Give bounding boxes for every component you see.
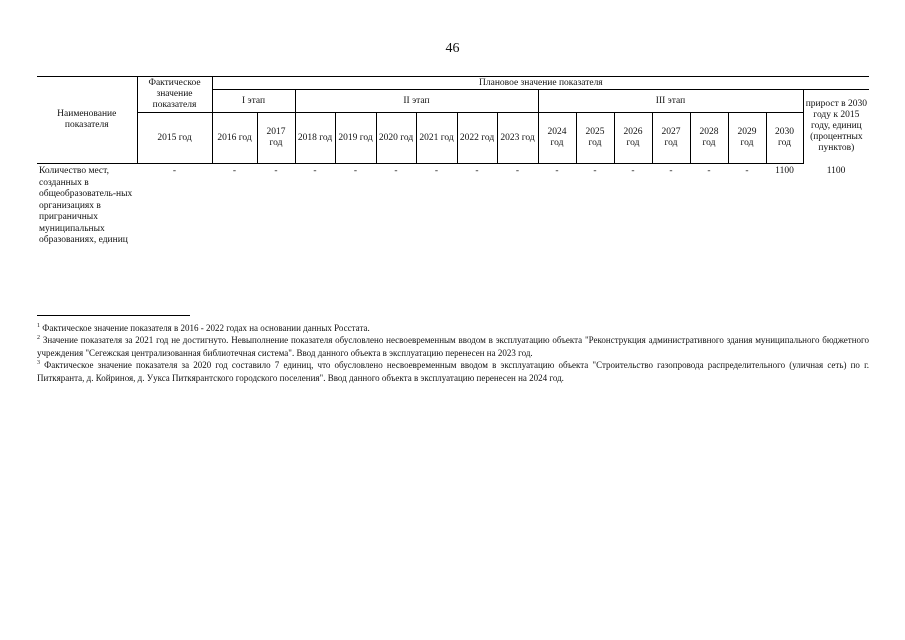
value-cell: - bbox=[475, 166, 479, 176]
header-growth: прирост в 2030 году к 2015 году, единиц (процентных пунктов) bbox=[803, 90, 869, 164]
indicator-table bbox=[37, 76, 869, 274]
header-stage-3: III этап bbox=[538, 90, 803, 113]
header-stage-2: II этап bbox=[295, 90, 538, 113]
header-year: 2029 год bbox=[728, 113, 766, 164]
value-cell: - bbox=[232, 166, 237, 176]
table-row bbox=[37, 164, 869, 274]
footnote bbox=[37, 322, 869, 334]
indicator-name-cell: Количество мест, созданных в общеобразователь-ных организациях в приграничных муниципальных образованиях, единиц bbox=[39, 166, 133, 245]
header-year: 2023 год bbox=[497, 113, 538, 164]
footnote-text: Фактическое значение показателя за 2020 год составило 7 единиц, что обусловлено несвоевременным вводом в эксплуатацию объекта "Строительство газопровода распределительного (уличная сеть) по г. Питкяранта, д. Койриноя, д. Ууксa Питкярантского городского поселения". Ввод данного объекта в эксплуатацию перенесен на 2024 год. bbox=[37, 360, 870, 383]
value-cell: - bbox=[555, 166, 559, 176]
header-year: 2024 год bbox=[538, 113, 576, 164]
header-year: 2017 год bbox=[257, 113, 295, 164]
value-cell: - bbox=[593, 166, 597, 176]
footnote-text: Фактическое значение показателя в 2016 - 2022 годах на основании данных Росстата. bbox=[42, 323, 370, 333]
value-cell: - bbox=[669, 166, 673, 176]
value-cell: 1100 bbox=[775, 166, 794, 176]
value-cell: - bbox=[745, 166, 749, 176]
header-year: 2022 год bbox=[457, 113, 497, 164]
header-fact-year: 2015 год bbox=[137, 113, 212, 164]
footnote-separator bbox=[37, 315, 190, 316]
footnote-mark: 3 bbox=[37, 360, 40, 367]
header-fact-value: Фактическое значение показателя bbox=[137, 77, 212, 113]
header-year: 2016 год bbox=[212, 113, 257, 164]
footnote bbox=[37, 334, 869, 359]
value-cell: - bbox=[707, 166, 711, 176]
header-year: 2025 год bbox=[576, 113, 614, 164]
header-year: 2026 год bbox=[614, 113, 652, 164]
header-stage-1: I этап bbox=[212, 90, 295, 113]
value-cell: - bbox=[515, 166, 520, 176]
footnote-mark: 2 bbox=[37, 335, 40, 342]
value-cell: - bbox=[274, 166, 278, 176]
value-cell: - bbox=[313, 166, 317, 176]
value-cell: - bbox=[434, 166, 439, 176]
header-year: 2018 год bbox=[295, 113, 335, 164]
header-indicator-name: Наименование показателя bbox=[37, 77, 137, 164]
footnote-mark: 1 bbox=[37, 323, 40, 329]
footnotes bbox=[37, 322, 869, 384]
value-cell: - bbox=[353, 166, 358, 176]
header-year: 2020 год bbox=[376, 113, 416, 164]
fact-value-cell: - bbox=[172, 166, 177, 176]
header-year: 2030 год bbox=[766, 113, 803, 164]
header-year: 2027 год bbox=[652, 113, 690, 164]
growth-cell: 1100 bbox=[826, 165, 846, 176]
header-year: 2028 год bbox=[690, 113, 728, 164]
header-year: 2021 год bbox=[416, 113, 457, 164]
header-plan-value: Плановое значение показателя bbox=[212, 77, 869, 90]
header-year: 2019 год bbox=[335, 113, 376, 164]
value-cell: - bbox=[631, 166, 635, 176]
value-cell: - bbox=[394, 166, 398, 176]
footnote-text: Значение показателя за 2021 год не достигнуто. Невыполнение показателя обусловлено несвоевременным вводом в эксплуатацию объекта "Реконструкция административного здания муниципального бюджетного учреждения "Сегежская централизованная библиотечная система". Ввод данного объекта в эксплуатацию перенесен на 2023 год. bbox=[37, 335, 870, 358]
footnote bbox=[37, 359, 869, 384]
page-number: 46 bbox=[445, 41, 460, 56]
